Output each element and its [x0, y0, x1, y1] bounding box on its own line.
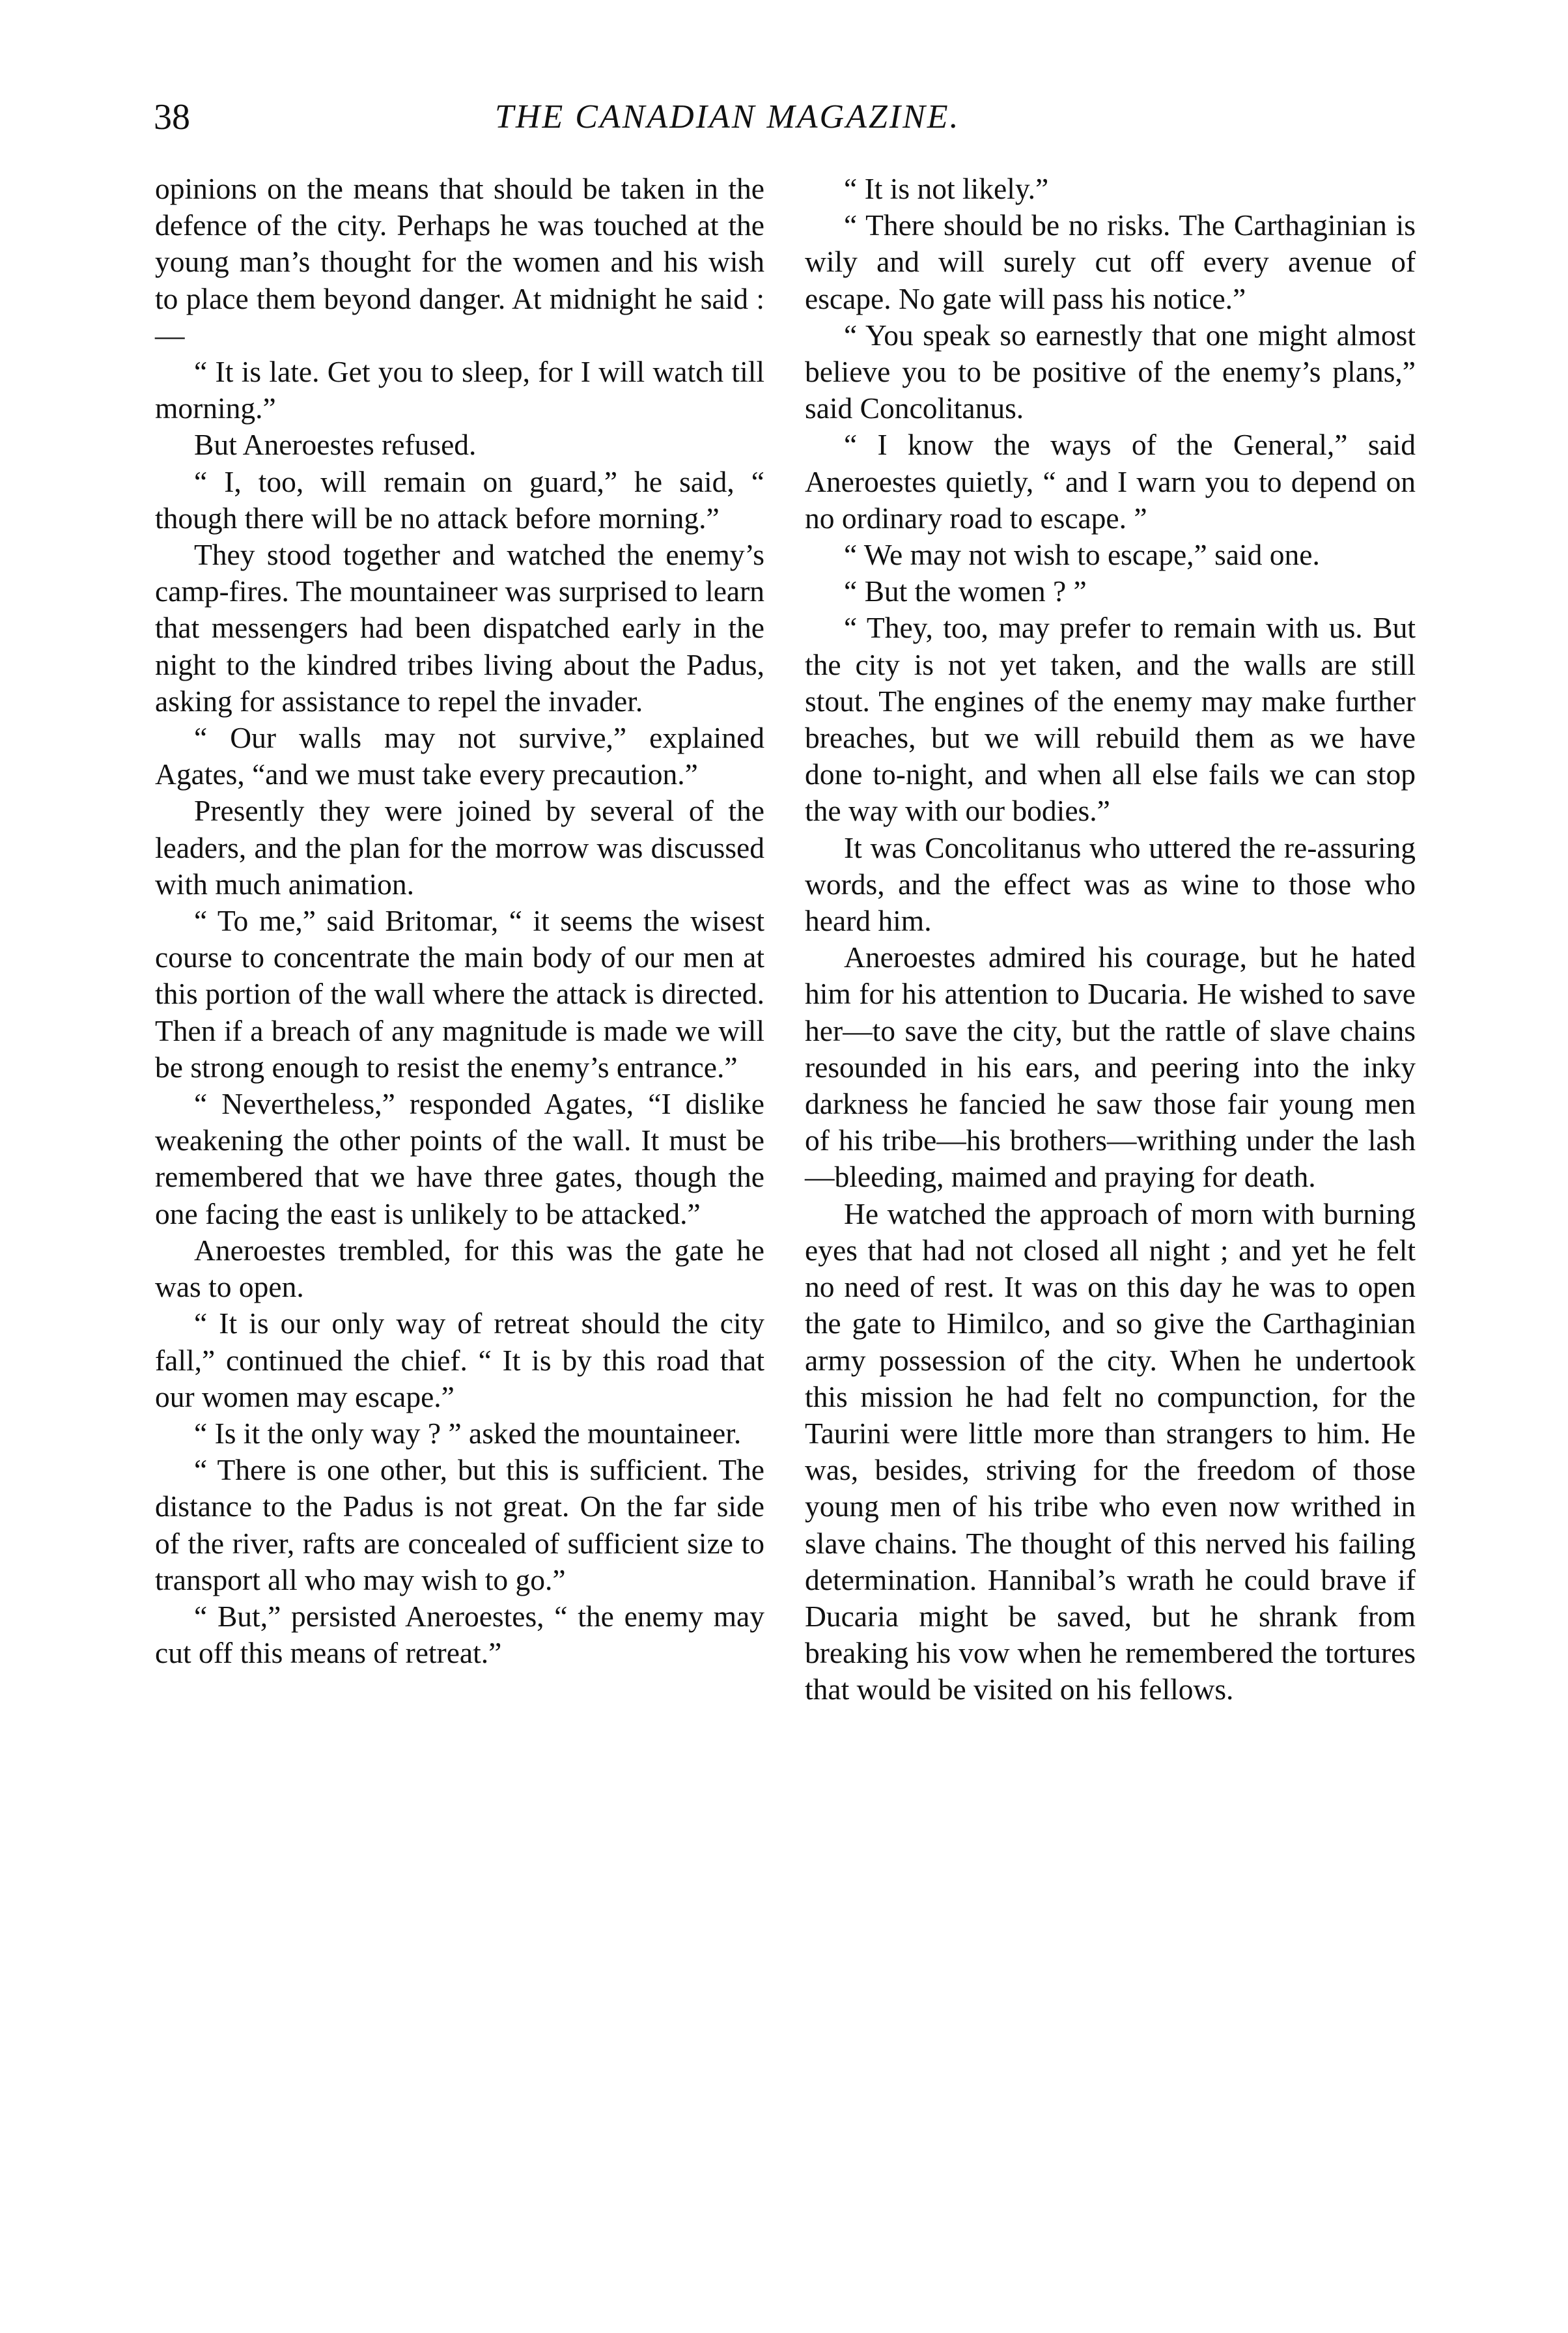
paragraph: Presently they were joined by several of the leaders, and the plan for the morrow was discussed with much animation.: [155, 794, 764, 901]
paragraph: Aneroestes admired his courage, but he hated him for his attention to Ducaria. He wished to save her—to save the city, but the rattle of slave chains resounded in his ears, and peering into the inky darkness he fancied he saw those fair young men of his tribe—his brothers—writhing under the lash—bleeding, maimed and praying for death.: [805, 940, 1416, 1194]
paragraph: “ We may not wish to escape,” said one.: [844, 538, 1320, 572]
paragraph: “ Nevertheless,” responded Agates, “I dislike weakening the other points of the wall. It must be remembered that we have three gates, though the one facing the east is unlikely to be attacked.”: [155, 1087, 764, 1230]
paragraph: “ Is it the only way ? ” asked the mountaineer.: [194, 1416, 742, 1450]
paragraph: “ You speak so earnestly that one might almost believe you to be positive of the enemy’s plans,” said Concolitanus.: [805, 318, 1416, 425]
paragraph: “ It is our only way of retreat should the city fall,” continued the chief. “ It is by this road that our women may escape.”: [155, 1307, 764, 1413]
paragraph: “ I know the ways of the General,” said Aneroestes quietly, “ and I warn you to depend on no ordinary road to escape. ”: [805, 428, 1416, 535]
paragraph: Aneroestes trembled, for this was the gate he was to open.: [155, 1233, 764, 1304]
paragraph: “ Our walls may not survive,” explained Agates, “and we must take every precaution.”: [155, 721, 764, 791]
paragraph: “ They, too, may prefer to remain with us. But the city is not yet taken, and the walls are still stout. The engines of the enemy may make further breaches, but we will rebuild them as we have done to-night, and when all else fails we can stop the way with our bodies.”: [805, 611, 1416, 828]
paragraph: They stood together and watched the enemy’s camp-fires. The mountaineer was surprised to learn that messengers had been dispatched early in the night to the kindred tribes living about the Padus, asking for assistance to repel the invader.: [155, 538, 764, 718]
right-column: [805, 171, 1416, 1708]
running-head-title: THE CANADIAN MAGAZINE.: [495, 98, 960, 135]
paragraph: “ But the women ? ”: [844, 574, 1087, 608]
paragraph: He watched the approach of morn with burning eyes that had not closed all night ; and yet he felt no need of rest. It was on this day he was to open the gate to Himilco, and so give the Carthaginian army possession of the city. When he undertook this mission he had felt no compunction, for the Taurini were little more than strangers to him. He was, besides, striving for the freedom of those young men of his tribe who even now writhed in slave chains. The thought of this nerved his failing determination. Hannibal’s wrath he could brave if Ducaria might be saved, but he shrank from breaking his vow when he remembered the tortures that would be visited on his fellows.: [805, 1196, 1416, 1706]
page-number: 38: [154, 97, 190, 137]
left-column: [155, 171, 764, 1671]
paragraph: But Aneroestes refused.: [194, 428, 477, 462]
paragraph: opinions on the means that should be taken in the defence of the city. Perhaps he was touched at the young man’s thought for the women and his wish to place them beyond danger. At midnight he said :—: [155, 172, 764, 352]
paragraph: It was Concolitanus who uttered the re-assuring words, and the effect was as wine to those who heard him.: [805, 830, 1416, 938]
paragraph: “ I, too, will remain on guard,” he said, “ though there will be no attack before morning.”: [155, 464, 764, 535]
paragraph: “ It is not likely.”: [844, 172, 1049, 205]
paragraph: “ To me,” said Britomar, “ it seems the wisest course to concentrate the main body of our men at this portion of the wall where the attack is directed. Then if a breach of any magnitude is made we will be strong enough to resist the enemy’s entrance.”: [155, 904, 764, 1084]
paragraph: “ But,” persisted Aneroestes, “ the enemy may cut off this means of retreat.”: [155, 1599, 764, 1670]
paragraph: “ It is late. Get you to sleep, for I will watch till morning.”: [155, 355, 764, 425]
paragraph: “ There is one other, but this is sufficient. The distance to the Padus is not great. On the far side of the river, rafts are concealed of sufficient size to transport all who may wish to go.”: [155, 1453, 764, 1596]
paragraph: “ There should be no risks. The Carthaginian is wily and will surely cut off every avenue of escape. No gate will pass his notice.”: [805, 208, 1416, 315]
